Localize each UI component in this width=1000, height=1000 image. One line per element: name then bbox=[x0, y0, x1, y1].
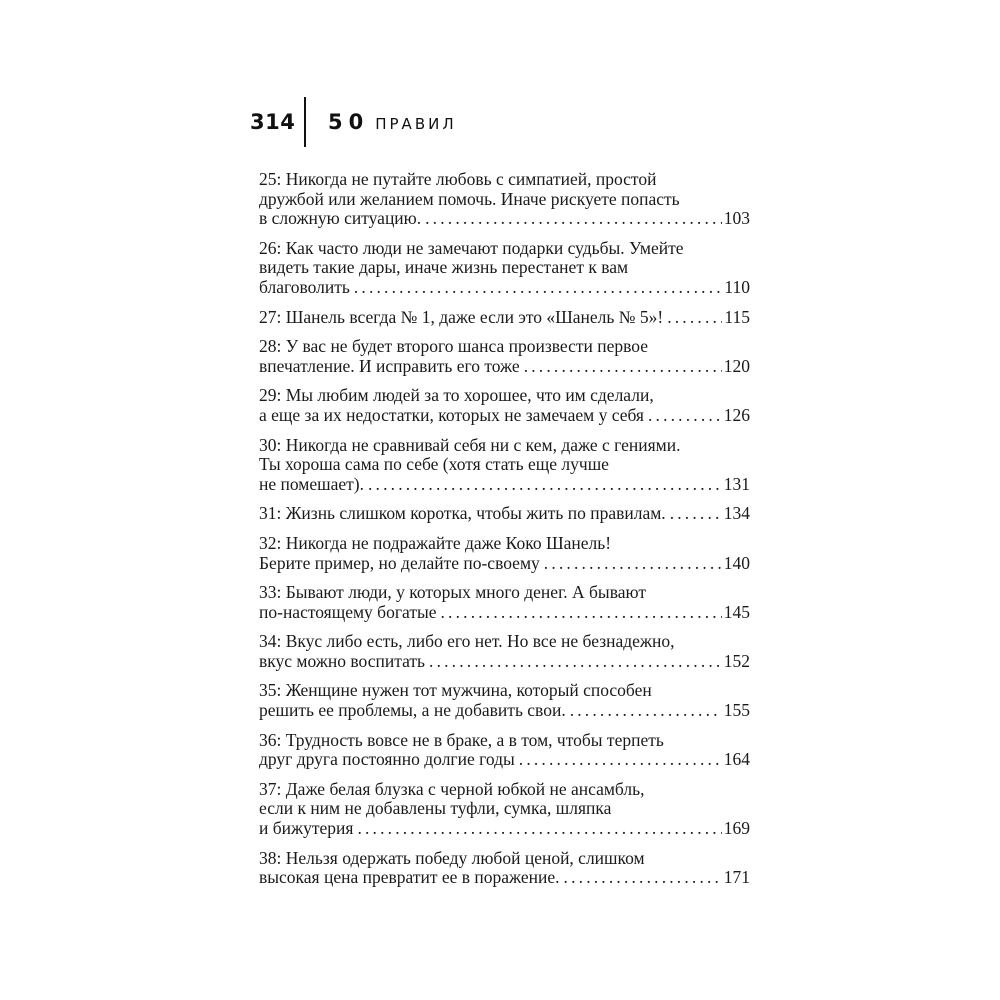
toc-entry-lastline bbox=[259, 750, 750, 770]
book-title bbox=[328, 110, 457, 134]
toc-entry bbox=[259, 239, 750, 298]
toc-entry bbox=[259, 436, 750, 495]
toc-page-number: 110 bbox=[724, 276, 750, 297]
dot-leader bbox=[670, 504, 722, 524]
toc-entry bbox=[259, 504, 750, 524]
toc-entry-line: видеть такие дары, иначе жизнь перестанет к вам bbox=[259, 257, 629, 278]
toc-page-number: 134 bbox=[723, 503, 750, 524]
toc-entry-line: 26: Как часто люди не замечают подарки судьбы. Умейте bbox=[259, 237, 684, 258]
toc-entry-text: высокая цена превратит ее в поражение. bbox=[259, 867, 560, 888]
toc-page-number: 103 bbox=[723, 208, 750, 229]
toc-entry-lastline bbox=[259, 868, 750, 888]
toc-page-number: 140 bbox=[723, 552, 750, 573]
toc-page-number: 126 bbox=[723, 404, 750, 425]
toc-entry bbox=[259, 308, 750, 328]
toc-entry-lastline bbox=[259, 819, 750, 839]
toc-entry-text: вкус можно воспитать bbox=[259, 650, 426, 671]
running-header bbox=[250, 96, 457, 148]
toc-entry bbox=[259, 681, 750, 720]
toc-page-number: 169 bbox=[723, 818, 750, 839]
toc-entry-line: 38: Нельзя одержать победу любой ценой, слишком bbox=[259, 847, 645, 868]
dot-leader bbox=[648, 406, 722, 426]
toc-entry-lastline bbox=[259, 554, 750, 574]
toc-page-number: 131 bbox=[723, 473, 750, 494]
toc-entry-text: Берите пример, но делайте по-своему bbox=[259, 552, 540, 573]
toc-page-number: 115 bbox=[724, 306, 750, 327]
book-title-word: ПРАВИЛ bbox=[375, 115, 457, 133]
toc-page-number: 145 bbox=[723, 601, 750, 622]
toc-entry-lastline bbox=[259, 406, 750, 426]
toc-entry-line: 30: Никогда не сравнивай себя ни с кем, даже с гениями. bbox=[259, 434, 681, 455]
toc-entry-line: 34: Вкус либо есть, либо его нет. Но все не безнадежно, bbox=[259, 631, 675, 652]
toc-entry-lastline bbox=[259, 504, 750, 524]
toc-entry-text: 31: Жизнь слишком коротка, чтобы жить по правилам. bbox=[259, 503, 666, 524]
toc-entry-lastline bbox=[259, 701, 750, 721]
dot-leader bbox=[667, 308, 722, 328]
toc-entry-text: и бижутерия bbox=[259, 818, 354, 839]
toc-entry-line: Ты хороша сама по себе (хотя стать еще лучше bbox=[259, 454, 609, 475]
toc-entry-text: друг друга постоянно долгие годы bbox=[259, 749, 515, 770]
toc-entry-line: 32: Никогда не подражайте даже Коко Шанель! bbox=[259, 532, 612, 553]
toc-page-number: 164 bbox=[723, 749, 750, 770]
dot-leader bbox=[441, 603, 722, 623]
dot-leader bbox=[544, 554, 722, 574]
toc-entry-line: 36: Трудность вовсе не в браке, а в том, чтобы терпеть bbox=[259, 729, 664, 750]
toc-entry-text: 27: Шанель всегда № 1, даже если это «Шанель № 5»! bbox=[259, 306, 664, 327]
toc-entry-line: 29: Мы любим людей за то хорошее, что им сделали, bbox=[259, 385, 654, 406]
toc-entry-line: 37: Даже белая блузка с черной юбкой не ансамбль, bbox=[259, 778, 645, 799]
toc-page-number: 120 bbox=[723, 355, 750, 376]
toc-entry bbox=[259, 780, 750, 839]
dot-leader bbox=[519, 750, 722, 770]
header-divider bbox=[304, 97, 306, 147]
toc-entry-line: дружбой или желанием помочь. Иначе рискуете попасть bbox=[259, 188, 680, 209]
toc-entry-text: впечатление. И исправить его тоже bbox=[259, 355, 520, 376]
toc-entry-line: 28: У вас не будет второго шанса произвести первое bbox=[259, 336, 649, 357]
toc-entry-line: если к ним не добавлены туфли, сумка, шляпка bbox=[259, 798, 612, 819]
toc-page-number: 171 bbox=[723, 867, 750, 888]
toc-entry-lastline bbox=[259, 603, 750, 623]
toc-entry-lastline bbox=[259, 357, 750, 377]
toc-entry-text: решить ее проблемы, а не добавить свои. bbox=[259, 700, 566, 721]
toc-entry-lastline bbox=[259, 652, 750, 672]
dot-leader bbox=[570, 701, 722, 721]
book-title-number: 50 bbox=[328, 110, 370, 134]
toc-entry-line: 35: Женщине нужен тот мужчина, который способен bbox=[259, 680, 652, 701]
toc-entry bbox=[259, 170, 750, 229]
toc-entry-text: а еще за их недостатки, которых не замечаем у себя bbox=[259, 404, 644, 425]
toc-entry-text: по-настоящему богатые bbox=[259, 601, 437, 622]
dot-leader bbox=[429, 652, 722, 672]
toc-entry-text: в сложную ситуацию. bbox=[259, 208, 422, 229]
dot-leader bbox=[524, 357, 722, 377]
toc-entry-line: 33: Бывают люди, у которых много денег. А бывают bbox=[259, 582, 646, 603]
dot-leader bbox=[357, 819, 721, 839]
toc-entry-line: 25: Никогда не путайте любовь с симпатией, простой bbox=[259, 169, 657, 189]
toc-entry-lastline bbox=[259, 308, 750, 328]
toc-entry bbox=[259, 337, 750, 376]
toc-entry-text: благоволить bbox=[259, 276, 350, 297]
toc-entry bbox=[259, 583, 750, 622]
toc-page-number: 155 bbox=[723, 700, 750, 721]
dot-leader bbox=[564, 868, 722, 888]
dot-leader bbox=[368, 475, 722, 495]
table-of-contents bbox=[259, 170, 750, 898]
toc-entry bbox=[259, 632, 750, 671]
toc-entry bbox=[259, 534, 750, 573]
toc-entry bbox=[259, 731, 750, 770]
toc-entry-lastline bbox=[259, 278, 750, 298]
dot-leader bbox=[354, 278, 723, 298]
toc-entry-lastline bbox=[259, 209, 750, 229]
toc-entry bbox=[259, 849, 750, 888]
toc-entry-text: не помешает). bbox=[259, 473, 364, 494]
dot-leader bbox=[425, 209, 722, 229]
toc-entry bbox=[259, 386, 750, 425]
toc-page-number: 152 bbox=[723, 650, 750, 671]
page-number: 314 bbox=[250, 110, 296, 134]
toc-entry-lastline bbox=[259, 475, 750, 495]
